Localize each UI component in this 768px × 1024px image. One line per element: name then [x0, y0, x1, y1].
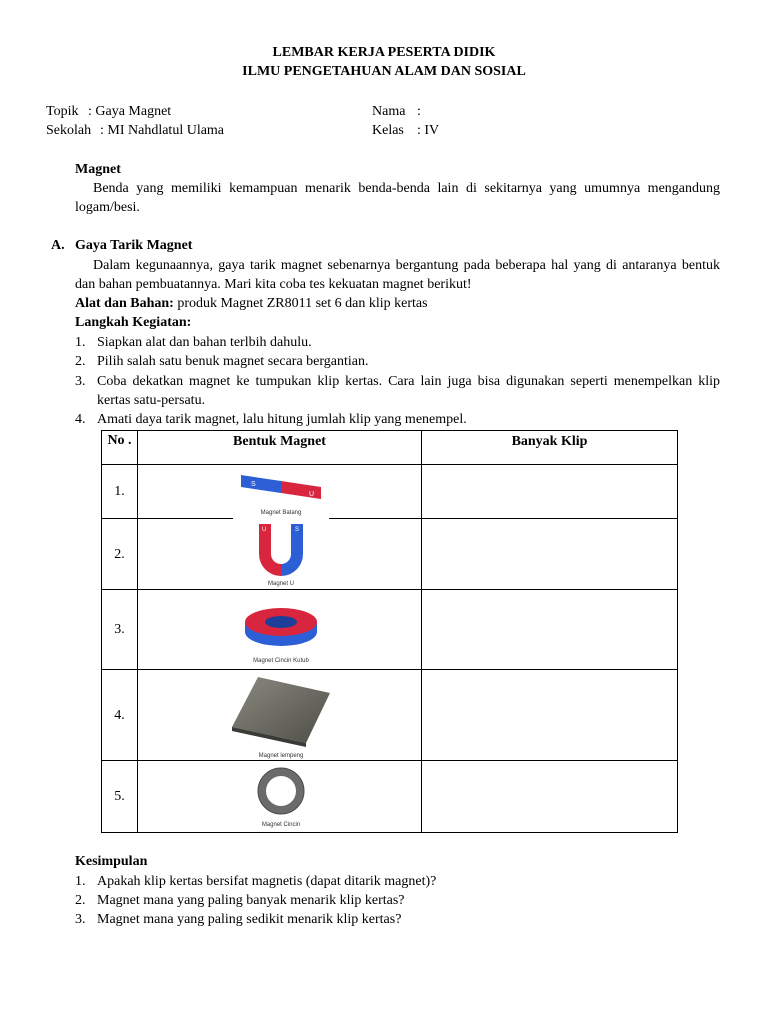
magnet-image-cell [138, 519, 422, 590]
clip-count-cell[interactable] [422, 519, 678, 590]
magnet-definition: Benda yang memiliki kemampuan menarik benda-benda lain di sekitarnya yang umumnya mengandung logam/besi. [75, 181, 720, 215]
table-row [102, 670, 678, 761]
worksheet-subject: ILMU PENGETAHUAN ALAM DAN SOSIAL [242, 64, 526, 79]
header-bentuk-magnet: Bentuk Magnet [138, 431, 422, 465]
worksheet-page: LEMBAR KERJA PESERTA DIDIK ILMU PENGETAHUAN ALAM DAN SOSIAL Topik : Gaya Magnet Sekolah : MI Nahdlatul Ulama Nama : Kelas : IV Magnet Benda yang memiliki kemampuan menarik benda-benda lain di sekitarnya yang umumnya mengandung logam/besi. A. Gaya Tarik Magnet Dalam kegunaannya, gaya tarik magnet sebenarnya bergantung pada beberapa hal yang di antaranya bentuk dan bahan pembuatannya. Mari kita coba tes kekuatan magnet berikut! Alat dan Bahan: produk Magnet ZR8011 set 6 dan klip kertas Langkah Kegiatan: 1. Siapkan alat dan bahan terlbih dahulu. 2. Pilih salah satu benuk magnet secara bergantian. 3. Coba dekatkan magnet ke tumpukan klip kertas. Cara lain juga bisa digunakan seperti menempelkan klip kertas satu-persatu. 4. Amati daya tarik magnet, lalu hitung jumlah klip yang menempel. No . Bentuk Magnet Banyak Klip 1. S U Magnet Batang 2. U S Magnet U 3. Magnet Cincin Kutub 4. Magnet lempeng 5. Magnet Cincin Kesimpulan 1. Apakah klip kertas bersifat magnetis (dapat ditarik magnet)? 2. Magnet mana yang paling banyak menarik klip kertas? 3. Magnet mana yang paling sedikit menarik klip kertas? [0, 0, 768, 1024]
header-no: No . [102, 431, 138, 465]
kesimpulan-heading: Kesimpulan [75, 854, 148, 869]
magnet-image-cell [138, 761, 422, 833]
magnet-image-cell [138, 590, 422, 670]
table-row [102, 761, 678, 833]
svg-text:S: S [295, 527, 300, 533]
table-row [102, 590, 678, 670]
ring-pole-magnet-image [221, 592, 341, 668]
magnet-image-cell [138, 670, 422, 761]
clip-count-cell[interactable] [422, 590, 678, 670]
section-a-letter: A. [51, 238, 65, 253]
ring-magnet-image [241, 763, 321, 831]
bar-magnet-image [233, 465, 329, 519]
row-number: 2. [102, 519, 138, 590]
worksheet-title: LEMBAR KERJA PESERTA DIDIK [272, 45, 496, 60]
topik-value: : Gaya Magnet [88, 104, 172, 119]
langkah-heading: Langkah Kegiatan: [75, 315, 192, 330]
topik-label: Topik [46, 104, 79, 119]
row-number: 5. [102, 761, 138, 833]
observation-table [101, 430, 678, 833]
u-magnet-image [241, 520, 321, 588]
table-row [102, 519, 678, 590]
magnet-caption: Magnet lempeng [258, 753, 304, 759]
svg-text:S: S [251, 480, 256, 488]
magnet-image-cell [138, 465, 422, 519]
row-number: 1. [102, 465, 138, 519]
plate-magnet-image [226, 671, 336, 759]
magnet-caption: Magnet Cincin [261, 821, 301, 828]
clip-count-cell[interactable] [422, 761, 678, 833]
row-number: 4. [102, 670, 138, 761]
svg-text:U: U [262, 527, 267, 533]
nama-value: : [417, 104, 421, 119]
magnet-heading: Magnet [75, 162, 121, 177]
clip-count-cell[interactable] [422, 465, 678, 519]
sekolah-label: Sekolah [46, 123, 92, 138]
kelas-label: Kelas [372, 123, 404, 138]
alat-bahan: Alat dan Bahan: produk Magnet ZR8011 set 6 dan klip kertas [75, 296, 428, 311]
kelas-value: : IV [417, 123, 440, 138]
header-banyak-klip: Banyak Klip [422, 431, 678, 465]
nama-label: Nama [372, 104, 406, 119]
section-a-heading: Gaya Tarik Magnet [75, 238, 193, 253]
clip-count-cell[interactable] [422, 670, 678, 761]
magnet-caption: Magnet Cincin Kutub [253, 657, 309, 664]
table-row [102, 465, 678, 519]
row-number: 3. [102, 590, 138, 670]
section-a-intro: Dalam kegunaannya, gaya tarik magnet sebenarnya bergantung pada beberapa hal yang di antaranya bentuk dan bahan pembuatannya. Mari kita coba tes kekuatan magnet berikut! [75, 258, 720, 292]
sekolah-value: : MI Nahdlatul Ulama [100, 123, 225, 138]
magnet-caption: Magnet Batang [260, 509, 302, 516]
svg-text:U: U [309, 490, 315, 498]
magnet-caption: Magnet U [267, 581, 295, 587]
